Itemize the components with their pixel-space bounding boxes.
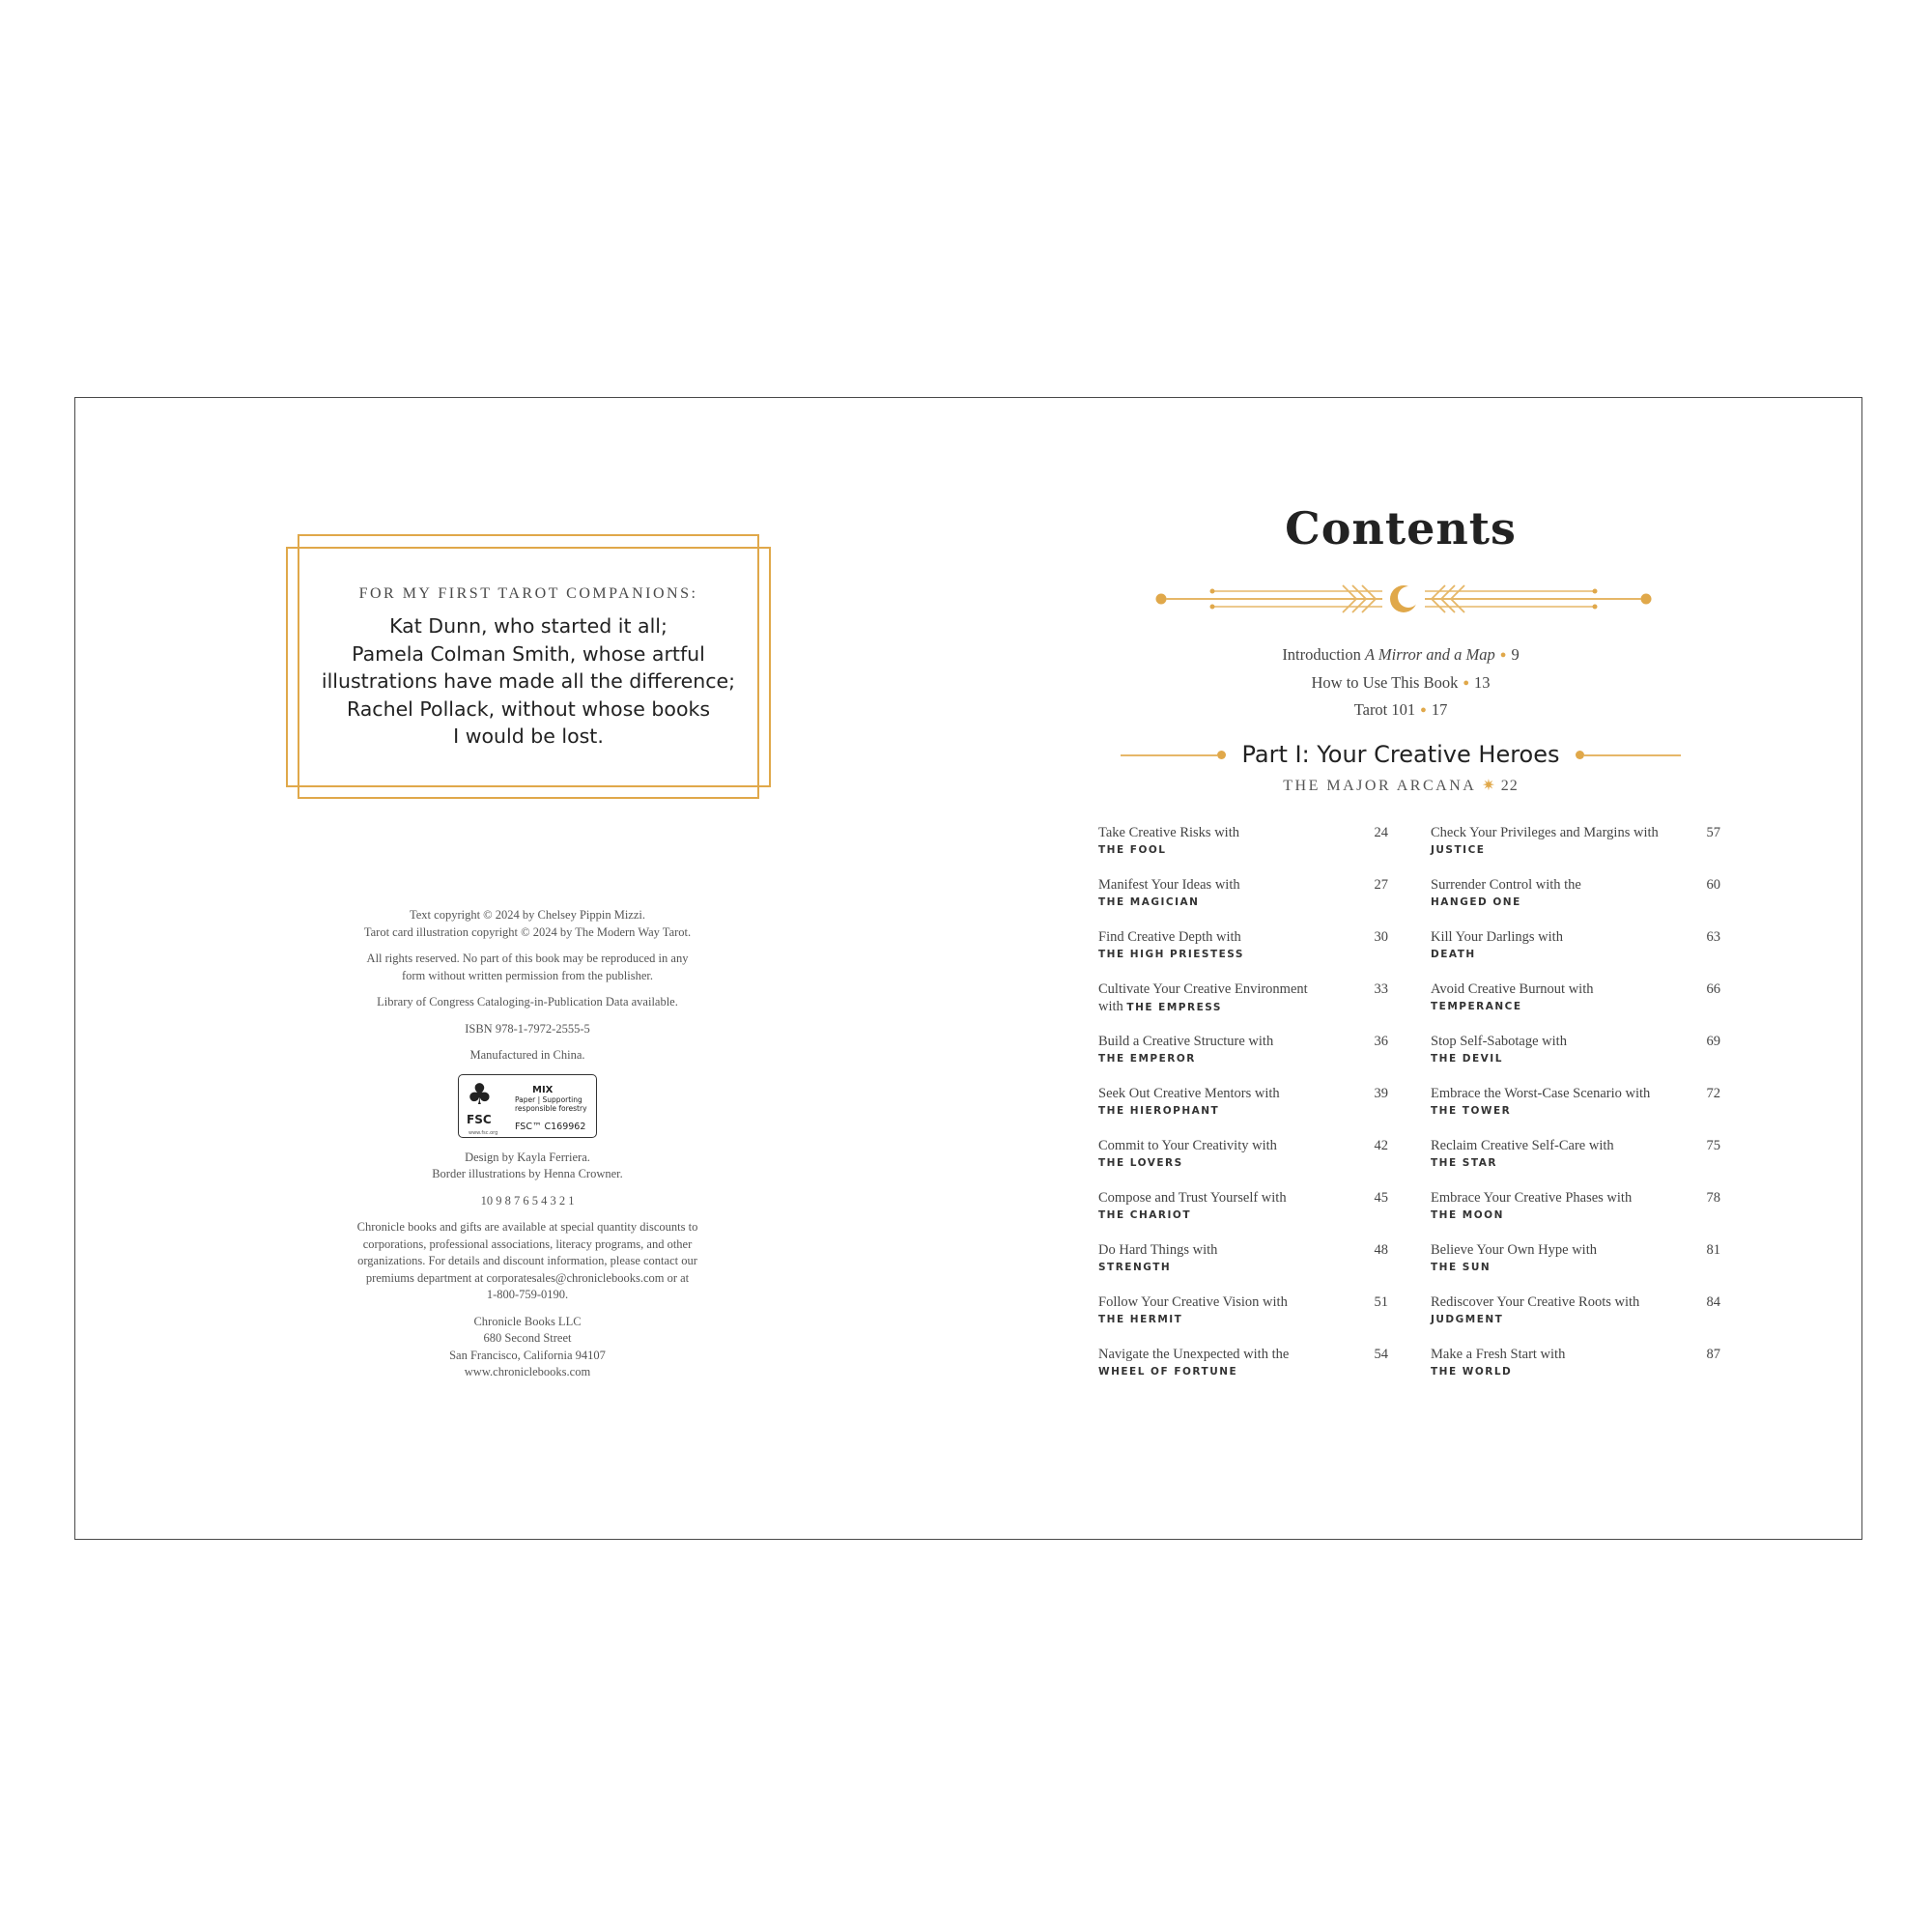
toc-entry-text: Build a Creative Structure with (1098, 1034, 1274, 1049)
toc-entry[interactable] (1431, 980, 1720, 1019)
toc-page: 17 (1431, 700, 1448, 719)
toc-entry-text: Cultivate Your Creative Environment (1098, 981, 1308, 997)
toc-page: 30 (1374, 929, 1388, 945)
toc-entry-text: Compose and Trust Yourself with (1098, 1190, 1287, 1206)
gold-bullet-icon: ● (1499, 649, 1507, 661)
special-sales: organizations. For details and discount information, please contact our (357, 1254, 697, 1267)
toc-card-name: THE HIEROPHANT (1098, 1105, 1220, 1117)
toc-entry[interactable] (1431, 928, 1720, 967)
toc-label: How to Use This Book (1311, 672, 1459, 692)
toc-page: 54 (1374, 1347, 1388, 1362)
toc-card-name: HANGED ONE (1431, 896, 1521, 908)
toc-card-name: THE SUN (1431, 1262, 1492, 1273)
toc-entry[interactable] (1098, 980, 1388, 1019)
publisher-city: San Francisco, California 94107 (449, 1348, 606, 1362)
toc-page: 75 (1706, 1138, 1720, 1153)
toc-card-name: TEMPERANCE (1431, 1001, 1522, 1012)
toc-entry-text: Check Your Privileges and Margins with (1431, 825, 1659, 840)
toc-page: 69 (1706, 1034, 1720, 1049)
dedication-line: illustrations have made all the difference; (321, 669, 736, 693)
toc-entry[interactable] (1098, 824, 1388, 863)
design-credit: Design by Kayla Ferriera. (465, 1150, 590, 1164)
contents-title: Contents (1285, 502, 1517, 554)
part-title: Part I: Your Creative Heroes (1241, 741, 1560, 768)
toc-entry[interactable] (1431, 1241, 1720, 1280)
toc-card-name: THE CHARIOT (1098, 1209, 1191, 1221)
toc-entry-text: Embrace the Worst-Case Scenario with (1431, 1086, 1651, 1101)
toc-page: 42 (1374, 1138, 1388, 1153)
manufactured: Manufactured in China. (469, 1048, 585, 1062)
toc-page: 87 (1706, 1347, 1720, 1362)
fsc-label: FSC (467, 1112, 492, 1126)
toc-entry-tarot-101[interactable] (1208, 696, 1594, 724)
toc-entry-text: Stop Self-Sabotage with (1431, 1034, 1567, 1049)
toc-page: 9 (1511, 645, 1520, 664)
toc-entry[interactable] (1098, 1346, 1388, 1384)
sparkle-star-icon: ✷ (1482, 778, 1495, 794)
gold-bullet-icon: ● (1463, 676, 1470, 689)
toc-entry[interactable] (1431, 1189, 1720, 1228)
copyright-text: Text copyright © 2024 by Chelsey Pippin Mizzi. (409, 908, 645, 922)
toc-card-name: THE MOON (1431, 1209, 1504, 1221)
toc-entry[interactable] (1098, 876, 1388, 915)
toc-entry[interactable] (1431, 1085, 1720, 1123)
toc-card-name: THE MAGICIAN (1098, 896, 1200, 908)
dedication-line: Pamela Colman Smith, whose artful (352, 641, 705, 666)
toc-card-name: THE STAR (1431, 1157, 1497, 1169)
toc-page: 63 (1706, 929, 1720, 945)
part-subtitle (1208, 776, 1594, 795)
toc-label: Tarot 101 (1353, 700, 1416, 719)
toc-card-name: THE DEVIL (1431, 1053, 1503, 1065)
toc-card-name: THE HIGH PRIESTESS (1098, 949, 1244, 960)
toc-page: 60 (1706, 877, 1720, 893)
toc-card-name: DEATH (1431, 949, 1476, 960)
toc-card-name: THE WORLD (1431, 1366, 1513, 1378)
toc-page: 33 (1374, 981, 1388, 997)
toc-card-name: THE FOOL (1098, 844, 1167, 856)
dedication-line: Rachel Pollack, without whose books (346, 696, 711, 721)
special-sales: premiums department at corporatesales@chroniclebooks.com or at (365, 1270, 690, 1285)
toc-entry-text: Reclaim Creative Self-Care with (1431, 1138, 1614, 1153)
toc-entry[interactable] (1431, 1137, 1720, 1176)
toc-entry-how-to-use[interactable] (1208, 669, 1594, 697)
toc-entry-text-cont (1098, 998, 1359, 1016)
toc-entry[interactable] (1098, 928, 1388, 967)
toc-entry[interactable] (1098, 1137, 1388, 1176)
toc-subtitle: A Mirror and a Map (1365, 645, 1495, 664)
special-sales: Chronicle books and gifts are available at special quantity discounts to (356, 1220, 698, 1234)
toc-page: 39 (1374, 1086, 1388, 1101)
printing-line: 10 9 8 7 6 5 4 3 2 1 (480, 1193, 575, 1208)
border-credit: Border illustrations by Henna Crowner. (432, 1167, 623, 1180)
toc-page: 51 (1374, 1294, 1388, 1310)
toc-entry-text: Kill Your Darlings with (1431, 929, 1563, 945)
moon-ornament-icon (1154, 578, 1657, 626)
fsc-mix: MIX (532, 1084, 554, 1095)
toc-page: 13 (1474, 672, 1491, 692)
toc-page: 27 (1374, 877, 1388, 893)
toc-page: 66 (1706, 981, 1720, 997)
toc-entry-text: Surrender Control with the (1431, 877, 1581, 893)
toc-entry[interactable] (1098, 1033, 1388, 1071)
toc-card-name: WHEEL OF FORTUNE (1098, 1366, 1238, 1378)
part-heading[interactable] (1121, 737, 1681, 772)
toc-entry-text: Embrace Your Creative Phases with (1431, 1190, 1633, 1206)
toc-page: 24 (1374, 825, 1388, 840)
toc-card-name: JUDGMENT (1431, 1314, 1504, 1325)
toc-entry-text: Rediscover Your Creative Roots with (1431, 1294, 1640, 1310)
toc-entry-text: Avoid Creative Burnout with (1431, 981, 1594, 997)
special-sales: corporations, professional associations, literacy programs, and other (362, 1236, 693, 1251)
part-page: 22 (1500, 778, 1519, 794)
rights-reserved: All rights reserved. No part of this book may be reproduced in any (366, 952, 689, 965)
toc-entry[interactable] (1098, 1241, 1388, 1280)
publisher-street: 680 Second Street (483, 1331, 572, 1345)
cip-data: Library of Congress Cataloging-in-Publication Data available. (377, 995, 678, 1009)
toc-entry-text: Follow Your Creative Vision with (1098, 1294, 1288, 1310)
toc-card-name: THE EMPEROR (1098, 1053, 1196, 1065)
toc-entry-text: Do Hard Things with (1098, 1242, 1218, 1258)
toc-entry[interactable] (1431, 876, 1720, 915)
front-matter-list (1208, 641, 1594, 724)
toc-entry-text: Believe Your Own Hype with (1431, 1242, 1597, 1258)
special-sales: 1-800-759-0190. (486, 1288, 569, 1301)
toc-card-name: THE EMPRESS (1126, 1002, 1222, 1013)
part-subtitle-text: THE MAJOR ARCANA (1283, 778, 1477, 794)
rights-reserved-2: form without written permission from the publisher. (401, 968, 654, 982)
toc-entry[interactable] (1431, 1346, 1720, 1384)
toc-entry-text: Manifest Your Ideas with (1098, 877, 1240, 893)
copyright-block (334, 907, 721, 1391)
toc-card-name: THE HERMIT (1098, 1314, 1183, 1325)
toc-label: Introduction (1282, 645, 1361, 664)
toc-entry-text: Make a Fresh Start with (1431, 1347, 1566, 1362)
dedication (286, 585, 771, 751)
publisher-name: Chronicle Books LLC (473, 1314, 582, 1328)
toc-card-name: STRENGTH (1098, 1262, 1172, 1273)
toc-entry-text-with: with (1098, 999, 1123, 1014)
toc-page: 57 (1706, 825, 1720, 840)
toc-page: 81 (1706, 1242, 1720, 1258)
isbn: ISBN 978-1-7972-2555-5 (465, 1021, 590, 1036)
fsc-logo (458, 1074, 597, 1138)
toc-entry-introduction[interactable] (1208, 641, 1594, 669)
toc-entry[interactable] (1098, 1293, 1388, 1332)
fsc-description: Paper | Supporting responsible forestry (515, 1094, 587, 1113)
toc-entry[interactable] (1431, 824, 1720, 863)
toc-entry-text: Seek Out Creative Mentors with (1098, 1086, 1280, 1101)
toc-page: 78 (1706, 1190, 1720, 1206)
fsc-tree-logo-icon: ♣ (467, 1077, 493, 1112)
publisher-website: www.chroniclebooks.com (464, 1365, 591, 1378)
toc-page: 36 (1374, 1034, 1388, 1049)
toc-entry-text: Navigate the Unexpected with the (1098, 1347, 1290, 1362)
toc-card-name: THE LOVERS (1098, 1157, 1183, 1169)
toc-entry-text: Commit to Your Creativity with (1098, 1138, 1277, 1153)
fsc-url: www.fsc.org (469, 1129, 498, 1136)
toc-entry[interactable] (1098, 1085, 1388, 1123)
toc-entry[interactable] (1098, 1189, 1388, 1228)
dedication-heading: FOR MY FIRST TAROT COMPANIONS: (358, 585, 698, 602)
toc-card-name: THE TOWER (1431, 1105, 1512, 1117)
toc-entry[interactable] (1431, 1033, 1720, 1071)
toc-page: 48 (1374, 1242, 1388, 1258)
toc-page: 45 (1374, 1190, 1388, 1206)
toc-card-name: JUSTICE (1431, 844, 1486, 856)
dedication-line: Kat Dunn, who started it all; (389, 614, 668, 638)
toc-entry-text: Take Creative Risks with (1098, 825, 1239, 840)
toc-entry-text: Find Creative Depth with (1098, 929, 1241, 945)
toc-page: 72 (1706, 1086, 1720, 1101)
toc-page: 84 (1706, 1294, 1720, 1310)
fsc-code: FSC™ C169962 (515, 1121, 586, 1132)
dedication-line: I would be lost. (453, 724, 604, 748)
copyright-illustration: Tarot card illustration copyright © 2024 by The Modern Way Tarot. (363, 924, 692, 939)
gold-bullet-icon: ● (1420, 704, 1427, 716)
toc-entry[interactable] (1431, 1293, 1720, 1332)
